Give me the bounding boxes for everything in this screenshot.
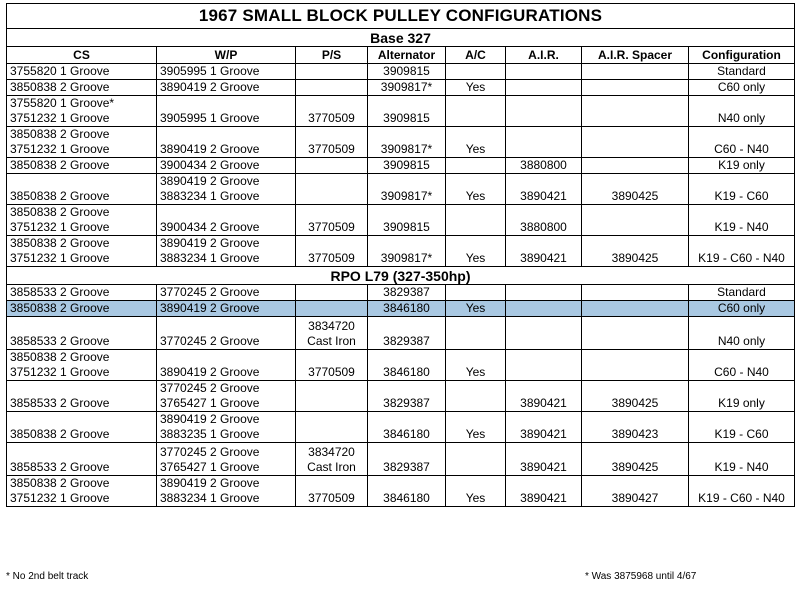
ac-cell: Yes xyxy=(446,174,506,205)
cs-cell-line: 3751232 1 Groove xyxy=(10,142,110,156)
wp-cell-line: 3890419 2 Groove xyxy=(160,476,260,490)
air-spacer-cell: 3890425 xyxy=(582,236,689,267)
air-cell: 3880800 xyxy=(506,205,582,236)
alternator-cell: 3909815 xyxy=(368,205,446,236)
cs-cell-line: 3755820 1 Groove* xyxy=(10,96,115,110)
air-spacer-cell xyxy=(582,80,689,96)
table-row xyxy=(7,317,795,350)
cs-cell-line: 3858533 2 Groove xyxy=(10,460,110,474)
configuration-cell: Standard xyxy=(689,285,795,301)
ac-cell xyxy=(446,285,506,301)
alternator-cell: 3909817* xyxy=(368,127,446,158)
wp-cell xyxy=(157,381,296,412)
cs-cell xyxy=(7,158,157,174)
alternator-cell: 3829387 xyxy=(368,317,446,350)
column-header: W/P xyxy=(157,47,296,64)
wp-cell xyxy=(157,285,296,301)
table-row xyxy=(7,205,795,236)
pulley-configuration-table xyxy=(6,3,795,507)
wp-cell-line: 3890419 2 Groove xyxy=(160,80,260,94)
air-cell: 3890421 xyxy=(506,236,582,267)
air-cell xyxy=(506,80,582,96)
alternator-cell: 3846180 xyxy=(368,412,446,443)
alternator-cell: 3909815 xyxy=(368,64,446,80)
air-spacer-cell: 3890425 xyxy=(582,174,689,205)
air-cell: 3890421 xyxy=(506,476,582,507)
table-row xyxy=(7,301,795,317)
table-title: 1967 SMALL BLOCK PULLEY CONFIGURATIONS xyxy=(7,4,795,29)
ps-cell xyxy=(296,412,368,443)
air-spacer-cell xyxy=(582,350,689,381)
ps-cell xyxy=(296,80,368,96)
wp-cell xyxy=(157,476,296,507)
cs-cell xyxy=(7,412,157,443)
ac-cell: Yes xyxy=(446,80,506,96)
table-body xyxy=(7,29,795,507)
ps-cell xyxy=(296,476,368,507)
ac-cell: Yes xyxy=(446,301,506,317)
cs-cell-line: 3858533 2 Groove xyxy=(10,334,110,348)
ac-cell xyxy=(446,317,506,350)
ps-cell xyxy=(296,127,368,158)
table-row xyxy=(7,285,795,301)
column-header: A/C xyxy=(446,47,506,64)
ps-cell xyxy=(296,350,368,381)
cs-cell xyxy=(7,96,157,127)
cs-cell-line: 3850838 2 Groove xyxy=(10,80,110,94)
air-cell: 3890421 xyxy=(506,174,582,205)
cs-cell xyxy=(7,443,157,476)
ac-cell: Yes xyxy=(446,350,506,381)
wp-cell-line: 3890419 2 Groove xyxy=(160,142,260,156)
cs-cell xyxy=(7,317,157,350)
wp-cell-line: 3770245 2 Groove xyxy=(160,381,260,395)
air-spacer-cell: 3890427 xyxy=(582,476,689,507)
configuration-cell: K19 - C60 - N40 xyxy=(689,236,795,267)
air-cell xyxy=(506,285,582,301)
column-header: A.I.R. xyxy=(506,47,582,64)
footnote-right: * Was 3875968 until 4/67 xyxy=(585,571,697,582)
cs-cell-line: 3751232 1 Groove xyxy=(10,365,110,379)
configuration-cell: K19 - N40 xyxy=(689,205,795,236)
ps-cell xyxy=(296,285,368,301)
ps-cell xyxy=(296,205,368,236)
cs-cell-line: 3850838 2 Groove xyxy=(10,127,110,141)
cs-cell xyxy=(7,174,157,205)
ac-cell: Yes xyxy=(446,236,506,267)
wp-cell-line: 3770245 2 Groove xyxy=(160,445,260,459)
ps-cell xyxy=(296,381,368,412)
cs-cell-line: 3755820 1 Groove xyxy=(10,64,110,78)
wp-cell-line: 3890419 2 Groove xyxy=(160,365,260,379)
configuration-cell: C60 - N40 xyxy=(689,127,795,158)
air-cell: 3890421 xyxy=(506,381,582,412)
alternator-cell: 3829387 xyxy=(368,381,446,412)
cs-cell-line: 3751232 1 Groove xyxy=(10,220,110,234)
wp-cell xyxy=(157,317,296,350)
table-row xyxy=(7,96,795,127)
air-spacer-cell xyxy=(582,158,689,174)
wp-cell-line: 3770245 2 Groove xyxy=(160,334,260,348)
air-spacer-cell xyxy=(582,285,689,301)
section-heading: Base 327 xyxy=(7,29,795,47)
cs-cell-line: 3858533 2 Groove xyxy=(10,285,110,299)
column-header: Configuration xyxy=(689,47,795,64)
air-cell xyxy=(506,64,582,80)
cs-cell xyxy=(7,350,157,381)
wp-cell xyxy=(157,412,296,443)
wp-cell-line: 3883235 1 Groove xyxy=(160,427,260,441)
wp-cell xyxy=(157,127,296,158)
cs-cell-line: 3850838 2 Groove xyxy=(10,236,110,250)
alternator-cell: 3909817* xyxy=(368,236,446,267)
cs-cell xyxy=(7,64,157,80)
cs-cell xyxy=(7,80,157,96)
cs-cell-line: 3858533 2 Groove xyxy=(10,396,110,410)
configuration-cell: K19 - C60 xyxy=(689,412,795,443)
configuration-cell: K19 - C60 - N40 xyxy=(689,476,795,507)
cs-cell-line: 3850838 2 Groove xyxy=(10,158,110,172)
alternator-cell: 3829387 xyxy=(368,285,446,301)
air-cell: 3890421 xyxy=(506,443,582,476)
table-row xyxy=(7,350,795,381)
air-spacer-cell xyxy=(582,96,689,127)
table-row xyxy=(7,236,795,267)
air-spacer-cell xyxy=(582,64,689,80)
wp-cell-line: 3900434 2 Groove xyxy=(160,158,260,172)
wp-cell xyxy=(157,96,296,127)
alternator-cell: 3909815 xyxy=(368,96,446,127)
ps-cell xyxy=(296,301,368,317)
wp-cell-line: 3905995 1 Groove xyxy=(160,111,260,125)
air-spacer-cell xyxy=(582,301,689,317)
cs-cell-line: 3850838 2 Groove xyxy=(10,476,110,490)
wp-cell-line: 3900434 2 Groove xyxy=(160,220,260,234)
pulley-configuration-table-container xyxy=(6,3,794,507)
ps-cell-line: 3834720 xyxy=(308,319,355,333)
configuration-cell: N40 only xyxy=(689,96,795,127)
cs-cell-line: 3850838 2 Groove xyxy=(10,427,110,441)
alternator-cell: 3909817* xyxy=(368,174,446,205)
alternator-cell: 3829387 xyxy=(368,443,446,476)
ps-cell-line: 3770509 xyxy=(308,491,355,505)
air-spacer-cell xyxy=(582,127,689,158)
ps-cell xyxy=(296,158,368,174)
cs-cell-line: 3850838 2 Groove xyxy=(10,205,110,219)
alternator-cell: 3909817* xyxy=(368,80,446,96)
air-cell xyxy=(506,350,582,381)
wp-cell xyxy=(157,236,296,267)
wp-cell-line: 3770245 2 Groove xyxy=(160,285,260,299)
ps-cell-line: 3770509 xyxy=(308,220,355,234)
ps-cell xyxy=(296,443,368,476)
wp-cell xyxy=(157,80,296,96)
ps-cell-line: 3834720 xyxy=(308,445,355,459)
cs-cell xyxy=(7,476,157,507)
wp-cell xyxy=(157,158,296,174)
column-header: Alternator xyxy=(368,47,446,64)
cs-cell xyxy=(7,205,157,236)
wp-cell-line: 3883234 1 Groove xyxy=(160,491,260,505)
table-row xyxy=(7,476,795,507)
wp-cell-line: 3890419 2 Groove xyxy=(160,301,260,315)
ac-cell: Yes xyxy=(446,127,506,158)
configuration-cell: K19 only xyxy=(689,158,795,174)
wp-cell xyxy=(157,205,296,236)
column-header: P/S xyxy=(296,47,368,64)
ps-cell-line: 3770509 xyxy=(308,251,355,265)
ac-cell: Yes xyxy=(446,476,506,507)
wp-cell-line: 3883234 1 Groove xyxy=(160,189,260,203)
configuration-cell: C60 only xyxy=(689,301,795,317)
cs-cell xyxy=(7,236,157,267)
air-cell: 3880800 xyxy=(506,158,582,174)
alternator-cell: 3909815 xyxy=(368,158,446,174)
alternator-cell: 3846180 xyxy=(368,350,446,381)
cs-cell xyxy=(7,381,157,412)
table-row xyxy=(7,64,795,80)
air-cell xyxy=(506,317,582,350)
table-row xyxy=(7,412,795,443)
table-row xyxy=(7,443,795,476)
wp-cell xyxy=(157,64,296,80)
table-row xyxy=(7,127,795,158)
ps-cell-line: 3770509 xyxy=(308,111,355,125)
air-cell: 3890421 xyxy=(506,412,582,443)
wp-cell-line: 3890419 2 Groove xyxy=(160,174,260,188)
air-spacer-cell: 3890425 xyxy=(582,381,689,412)
air-spacer-cell xyxy=(582,205,689,236)
air-spacer-cell xyxy=(582,317,689,350)
ps-cell-line: 3770509 xyxy=(308,142,355,156)
wp-cell-line: 3890419 2 Groove xyxy=(160,236,260,250)
cs-cell xyxy=(7,301,157,317)
air-spacer-cell: 3890423 xyxy=(582,412,689,443)
cs-cell-line: 3751232 1 Groove xyxy=(10,251,110,265)
ps-cell xyxy=(296,64,368,80)
configuration-cell: C60 - N40 xyxy=(689,350,795,381)
air-spacer-cell: 3890425 xyxy=(582,443,689,476)
ps-cell xyxy=(296,174,368,205)
ps-cell-line: Cast Iron xyxy=(307,460,356,474)
wp-cell-line: 3765427 1 Groove xyxy=(160,460,260,474)
wp-cell-line: 3890419 2 Groove xyxy=(160,412,260,426)
column-header: CS xyxy=(7,47,157,64)
ps-cell xyxy=(296,96,368,127)
wp-cell-line: 3905995 1 Groove xyxy=(160,64,260,78)
air-cell xyxy=(506,301,582,317)
cs-cell xyxy=(7,285,157,301)
ps-cell xyxy=(296,236,368,267)
cs-cell-line: 3850838 2 Groove xyxy=(10,301,110,315)
ac-cell xyxy=(446,64,506,80)
footnote-left: * No 2nd belt track xyxy=(6,571,89,582)
cs-cell-line: 3751232 1 Groove xyxy=(10,491,110,505)
air-cell xyxy=(506,96,582,127)
ac-cell xyxy=(446,96,506,127)
ps-cell xyxy=(296,317,368,350)
wp-cell xyxy=(157,350,296,381)
wp-cell-line: 3883234 1 Groove xyxy=(160,251,260,265)
table-row xyxy=(7,158,795,174)
table-row xyxy=(7,80,795,96)
ps-cell-line: Cast Iron xyxy=(307,334,356,348)
cs-cell xyxy=(7,127,157,158)
cs-cell-line: 3751232 1 Groove xyxy=(10,111,110,125)
section-heading: RPO L79 (327-350hp) xyxy=(7,267,795,285)
configuration-cell: K19 only xyxy=(689,381,795,412)
alternator-cell: 3846180 xyxy=(368,301,446,317)
wp-cell-line: 3765427 1 Groove xyxy=(160,396,260,410)
configuration-cell: Standard xyxy=(689,64,795,80)
wp-cell xyxy=(157,301,296,317)
air-cell xyxy=(506,127,582,158)
ac-cell xyxy=(446,205,506,236)
table-row xyxy=(7,381,795,412)
column-header: A.I.R. Spacer xyxy=(582,47,689,64)
ps-cell-line: 3770509 xyxy=(308,365,355,379)
configuration-cell: K19 - C60 xyxy=(689,174,795,205)
ac-cell: Yes xyxy=(446,412,506,443)
wp-cell xyxy=(157,174,296,205)
configuration-cell: K19 - N40 xyxy=(689,443,795,476)
cs-cell-line: 3850838 2 Groove xyxy=(10,350,110,364)
ac-cell xyxy=(446,443,506,476)
table-row xyxy=(7,174,795,205)
alternator-cell: 3846180 xyxy=(368,476,446,507)
wp-cell xyxy=(157,443,296,476)
cs-cell-line: 3850838 2 Groove xyxy=(10,189,110,203)
configuration-cell: N40 only xyxy=(689,317,795,350)
ac-cell xyxy=(446,158,506,174)
configuration-cell: C60 only xyxy=(689,80,795,96)
ac-cell xyxy=(446,381,506,412)
